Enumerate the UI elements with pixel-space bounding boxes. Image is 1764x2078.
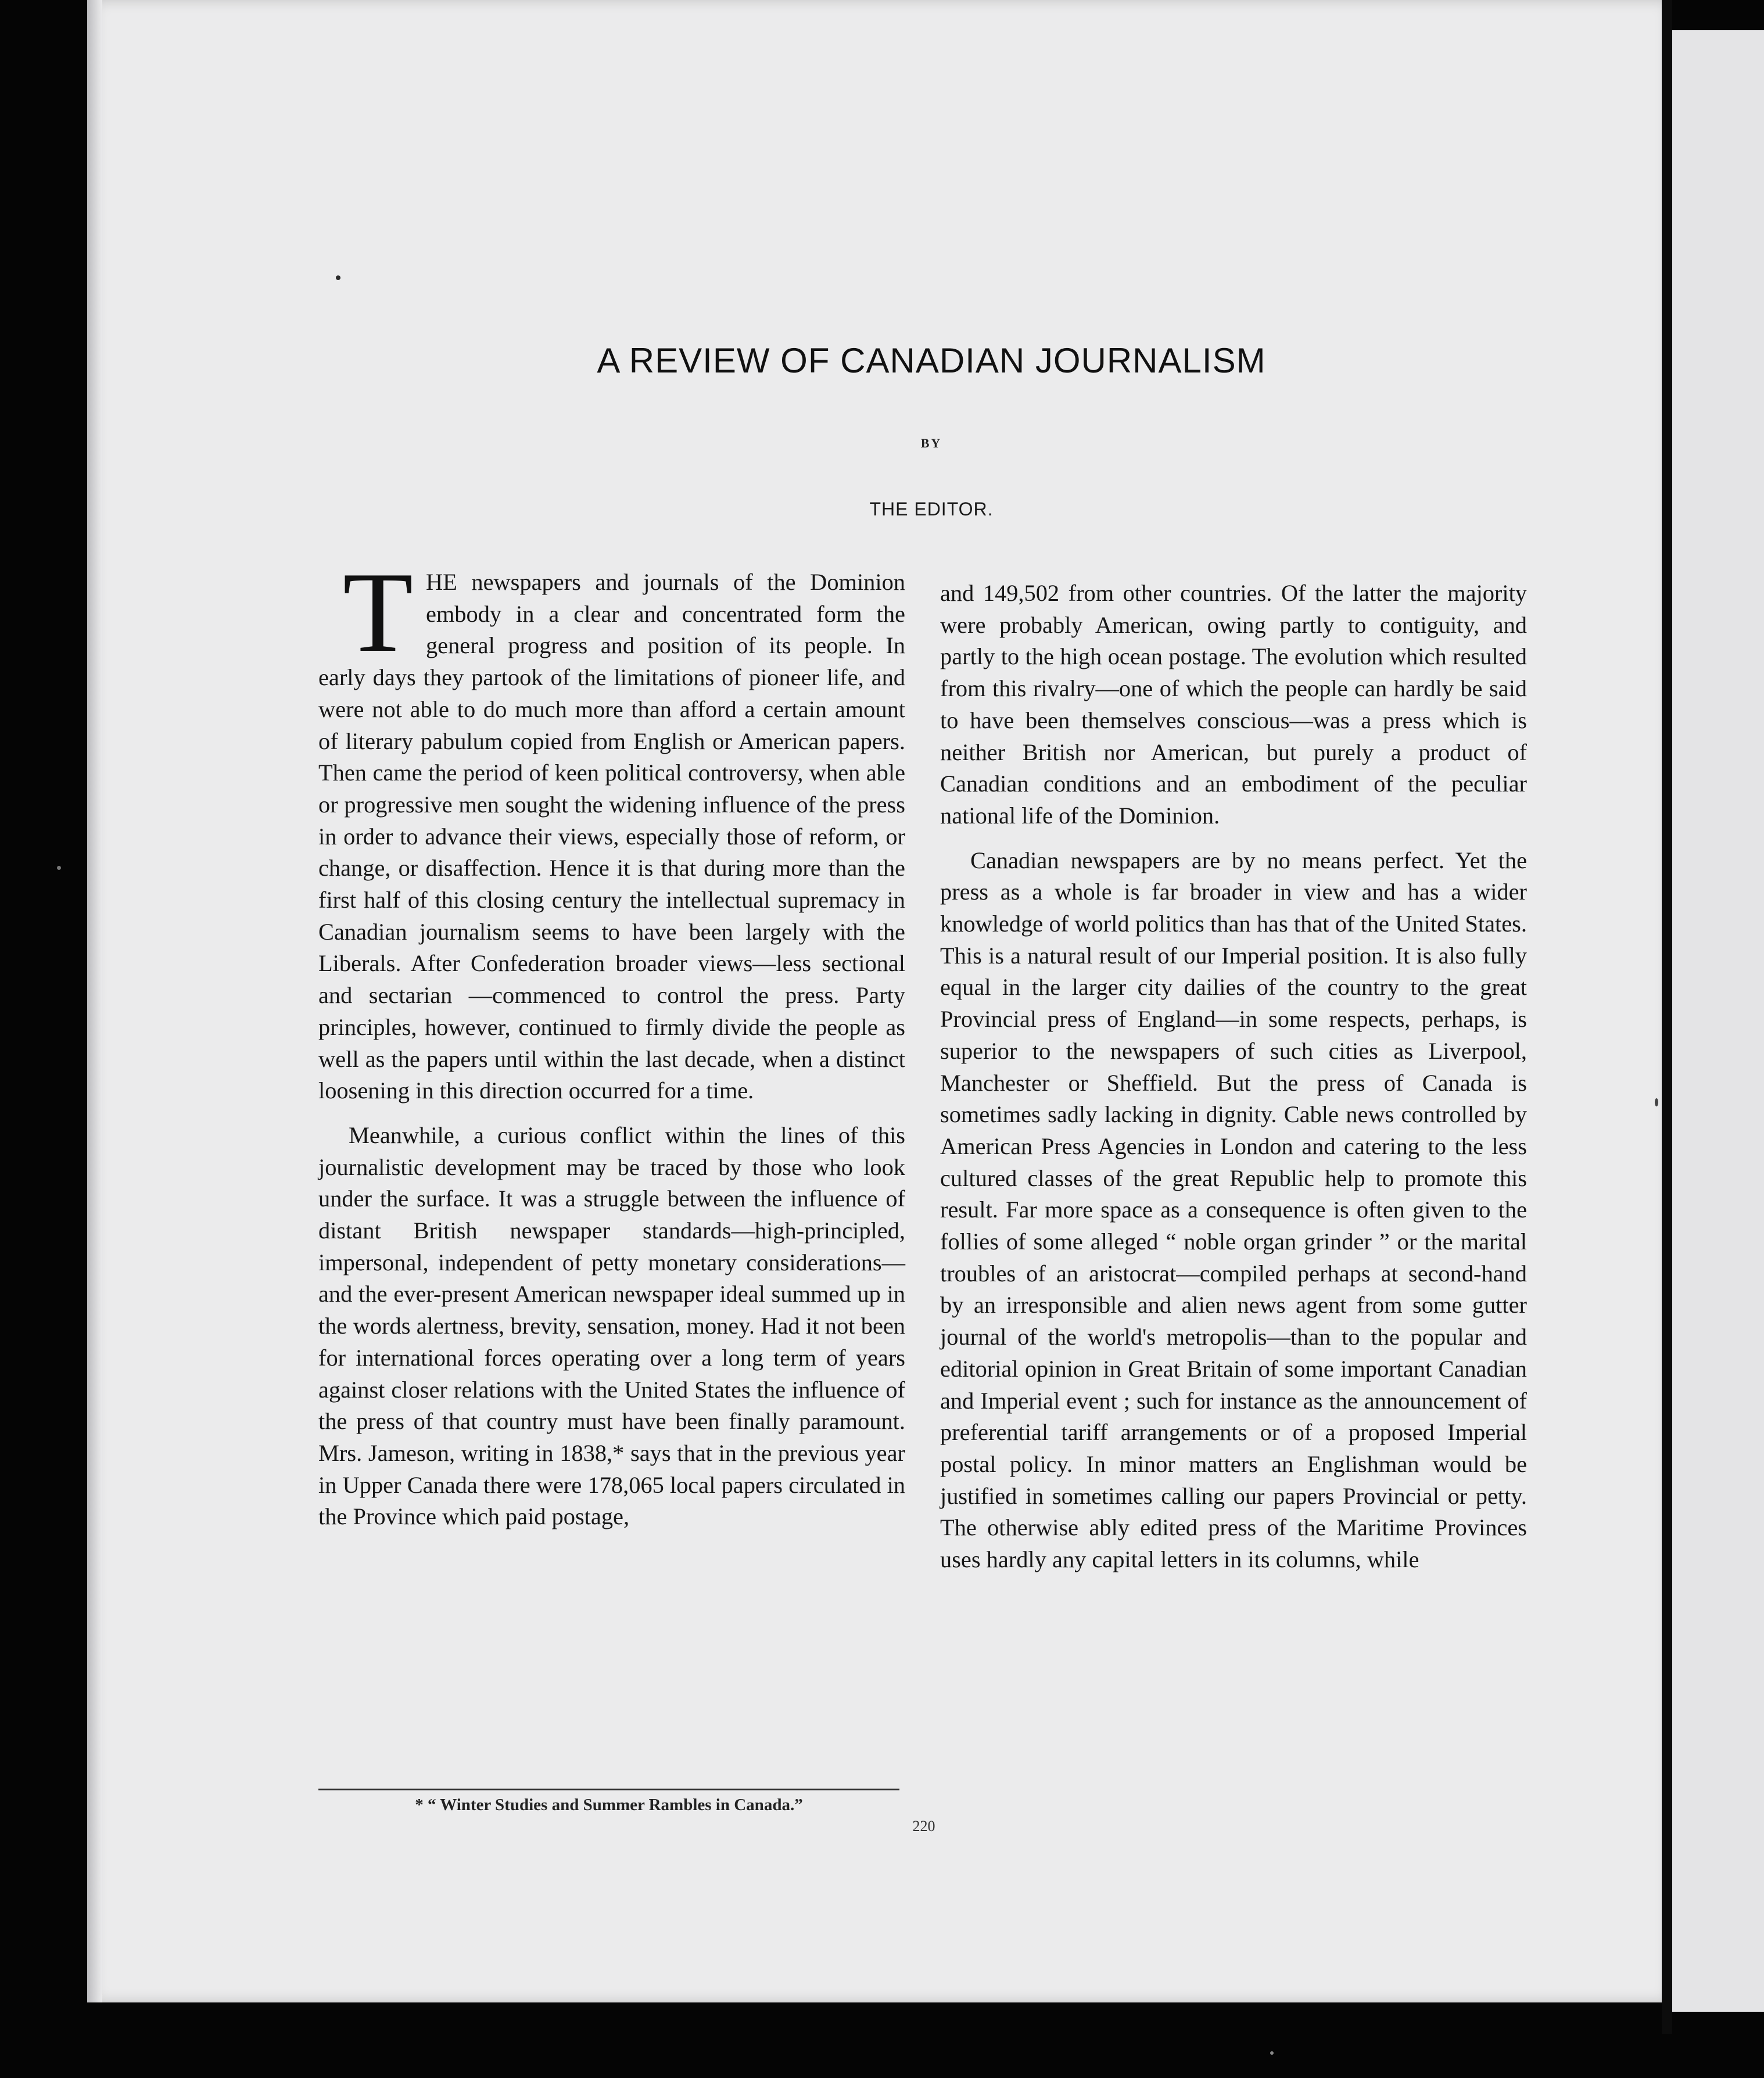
- text-column-left: [318, 549, 905, 1546]
- byline-prefix: BY: [920, 436, 942, 450]
- paragraph: and 149,502 from other countries. Of the latter the majority were probably American, owing partly to contiguity, and partly to the high ocean postage. The evolution which resulted from this rivalry—one of which the people can hardly be said to have been themselves conscious—was a press which is neither British nor American, but purely a product of Canadian conditions and an embodiment of the peculiar national life of the Dominion.: [940, 580, 1527, 829]
- scan-speck: [1655, 1098, 1658, 1106]
- page-binding-shadow: [87, 0, 102, 2002]
- paragraph-text: newspapers and journals of the Dominion embody in a clear and concentrated form the general progress and position of its people. In early days they partook of the limitations of pioneer life, and were not able to do much more than afford a certain amount of literary pabulum copied from English or American papers. Then came the period of keen political controversy, when able or progressive men sought the widening influence of the press in order to advance their views, especially those of reform, or change, or disaffection. Hence it is that during more than the first half of this closing century the intellectual supremacy in Canadian journalism seems to have been largely with the Liberals. After Confederation broader views—less sectional and sectarian —commenced to control the press. Party principles, however, continued to firmly divide the people as well as the papers until within the last decade, when a distinct loosening in this direction occurred for a time.: [318, 569, 905, 1104]
- opening-word: HE: [425, 569, 457, 595]
- footnote-divider: [318, 1789, 899, 1790]
- facing-page-edge: [1672, 30, 1764, 2012]
- scan-speck: [57, 866, 61, 870]
- page-number: 220: [912, 1818, 935, 1835]
- footnote: * “ Winter Studies and Summer Rambles in Canada.”: [415, 1796, 803, 1814]
- paragraph: Meanwhile, a curious conflict within the lines of this journalistic development may be traced by those who look under the surface. It was a struggle between the influence of distant British newspaper standards—high-principled, impersonal, independent of petty monetary considerations—and the ever-present American newspaper ideal summed up in the words alertness, brevity, sensation, money. Had it not been for international forces operating over a long term of years against closer relations with the United States the influence of the press of that country must have been finally paramount. Mrs. Jameson, writing in 1838,* says that in the previous year in Upper Canada there were 178,065 local papers circulated in the Province which paid postage,: [318, 1122, 905, 1530]
- drop-cap: T: [343, 549, 413, 676]
- paragraph: [318, 549, 905, 1107]
- scan-speck: [336, 275, 340, 280]
- article-title: A REVIEW OF CANADIAN JOURNALISM: [597, 341, 1266, 380]
- text-column-right: [940, 578, 1527, 1589]
- paragraph: Canadian newspapers are by no means perfect. Yet the press as a whole is far broader in view and has a wider knowledge of world politics than has that of the United States. This is a natural result of our Imperial position. It is also fully equal in the larger city dailies of the country to the great Provincial press of England—in some respects, perhaps, is superior to the newspapers of such cities as Liverpool, Manchester or Sheffield. But the press of Canada is sometimes sadly lacking in dignity. Cable news controlled by American Press Agencies in London and catering to the less cultured classes of the great Republic help to promote this result. Far more space as a consequence is often given to the follies of some alleged “ noble organ grinder ” or the marital troubles of an aristocrat—compiled perhaps at second-hand by an irresponsible and alien news agent from some gutter journal of the world's metropolis—than to the popular and editorial opinion in Great Britain of some important Canadian and Imperial event ; such for instance as the announcement of preferential tariff arrangements or of a proposed Imperial postal policy. In minor matters an Englishman would be justified in sometimes calling our papers Provincial or petty. The otherwise ably edited press of the Maritime Provinces uses hardly any capital letters in its columns, while: [940, 847, 1527, 1573]
- page-gutter: [1662, 0, 1672, 2034]
- scan-speck: [1270, 2051, 1274, 2055]
- article-author: THE EDITOR.: [869, 499, 994, 520]
